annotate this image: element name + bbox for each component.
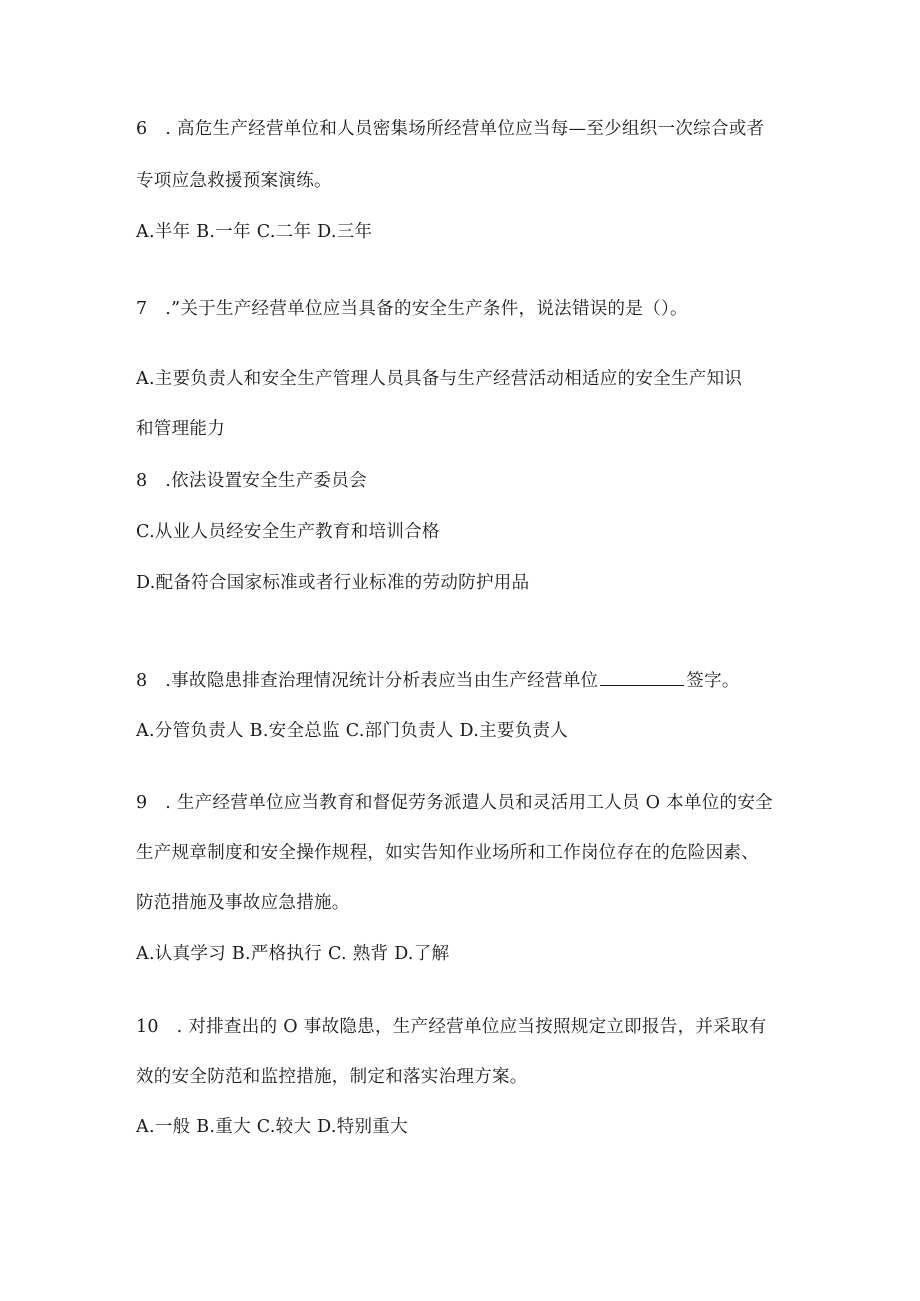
question-9-stem-cont2: 防范措施及事故应急措施。 bbox=[136, 893, 350, 913]
question-6-stem: 6 . 高危生产经营单位和人员密集场所经营单位应当每—至少组织一次综合或者 bbox=[136, 119, 765, 139]
question-6-stem-cont: 专项应急救援预案演练。 bbox=[136, 171, 332, 191]
question-10-options: A.一般 B.重大 C.较大 D.特别重大 bbox=[136, 1117, 408, 1137]
question-8-stem bbox=[136, 669, 740, 693]
question-10-stem: 10 . 对排查出的 O 事故隐患，生产经营单位应当按照规定立即报告，并采取有 bbox=[136, 1017, 767, 1037]
question-7-option-c: C.从业人员经安全生产教育和培训合格 bbox=[136, 522, 440, 542]
question-8-options: A.分管负责人 B.安全总监 C.部门负责人 D.主要负责人 bbox=[136, 721, 569, 741]
question-9-options: A.认真学习 B.严格执行 C. 熟背 D.了解 bbox=[136, 944, 450, 964]
question-8-text: 8 .事故隐患排查治理情况统计分析表应当由生产经营单位 bbox=[136, 671, 599, 691]
question-7-option-d: D.配备符合国家标准或者行业标准的劳动防护用品 bbox=[136, 573, 530, 593]
question-7-stem: 7 .”关于生产经营单位应当具备的安全生产条件，说法错误的是（）。 bbox=[136, 299, 688, 319]
question-6-options: A.半年 B.一年 C.二年 D.三年 bbox=[136, 222, 373, 242]
question-7-option-b: 8 .依法设置安全生产委员会 bbox=[136, 471, 367, 491]
question-9-stem-cont: 生产规章制度和安全操作规程，如实告知作业场所和工作岗位存在的危险因素、 bbox=[136, 843, 759, 863]
question-7-option-a: A.主要负责人和安全生产管理人员具备与生产经营活动相适应的安全生产知识 bbox=[136, 369, 743, 389]
answer-blank bbox=[600, 671, 684, 686]
question-7-option-a-cont: 和管理能力 bbox=[136, 419, 225, 439]
question-8-text-end: 签字。 bbox=[686, 671, 740, 691]
question-9-stem: 9 . 生产经营单位应当教育和督促劳务派遣人员和灵活用工人员 O 本单位的安全 bbox=[136, 793, 773, 813]
question-10-stem-cont: 效的安全防范和监控措施，制定和落实治理方案。 bbox=[136, 1067, 528, 1087]
